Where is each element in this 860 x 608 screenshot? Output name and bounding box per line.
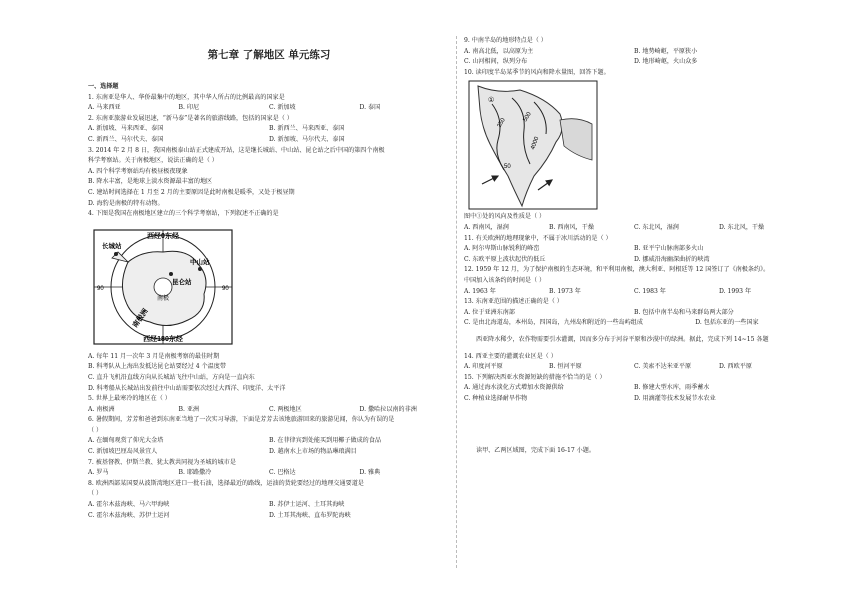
option: A. 阿尔卑斯山脉锐利的峰峦 xyxy=(464,245,540,253)
map-right-number: 90 xyxy=(222,285,229,292)
option: C. 新加坡巴厘岛风景宜人 xyxy=(88,448,158,456)
option: A. 通过海水淡化方式增加水资源供给 xyxy=(464,384,564,392)
option: C. 建站时间选择在 1 月至 2 月的主要原因是此时南极是暖季，又处于极昼期 xyxy=(88,188,295,196)
option: B. 科考队从上海出发抵达昆仑站要经过 4 个温度带 xyxy=(88,363,226,371)
question-15: 15. 下列解决西亚水资源短缺的措施不恰当的是（ ） xyxy=(464,373,606,381)
right-column xyxy=(464,36,804,457)
question-2-options-b xyxy=(88,135,450,146)
map-left-number: 90 xyxy=(97,285,104,292)
option: C. 巴格达 xyxy=(269,469,296,477)
option: A. 南高北低，以高原为主 xyxy=(464,47,534,55)
option: B. 1973 年 xyxy=(549,287,581,295)
option: D. 地形崎岖，火山众多 xyxy=(634,58,698,66)
question-13-options-b xyxy=(464,318,804,329)
question-6-cont: （ ） xyxy=(88,426,103,434)
option: D. 挪威沿海幽深曲折的峡湾 xyxy=(634,255,710,263)
question-12: 12. 1959 年 12 月，为了保护南极的生态环境，和平利用南极，澳大利亚、阿根廷等 12 国签订了《南极条约》。 xyxy=(464,266,770,274)
question-13: 13. 东南亚范围的描述正确的是（ ） xyxy=(464,298,563,306)
option: C. 是由北海道岛，本州岛，四国岛，九州岛和附近的一些岛屿组成 xyxy=(464,319,643,327)
option: A. 西南风，湿润 xyxy=(464,223,509,231)
option: C. 东北风，湿润 xyxy=(634,223,679,231)
option: A. 霍尔木兹海峡、马六甲海峡 xyxy=(88,501,170,509)
question-9: 9. 中南半岛的地形特点是（ ） xyxy=(464,37,547,44)
question-6-options-b xyxy=(88,447,450,458)
option: C. 山河相间，纵列分布 xyxy=(464,58,528,66)
continent-label: 南极洲 xyxy=(131,307,150,329)
antarctica-map xyxy=(88,220,450,352)
option: D. 1993 年 xyxy=(719,287,752,295)
kunlun-station-marker xyxy=(169,272,173,276)
option: C. 新加坡 xyxy=(269,104,296,112)
question-1-options xyxy=(88,103,450,114)
question-13-options-a xyxy=(464,308,804,319)
india-monsoon-figure xyxy=(464,78,804,212)
question-2: 2. 东南亚旅游业发展迅速，“新马泰”是著名的旅游线路，包括的国家是（ ） xyxy=(88,114,293,122)
south-pole-label: 南极 xyxy=(156,295,170,302)
question-1: 1. 东南亚是华人、华侨最集中的地区，其中华人所占的比例最高的国家是 xyxy=(88,93,285,101)
option: B. 修建大型水库，雨季蓄水 xyxy=(634,384,710,392)
option: B. 西南风，干燥 xyxy=(549,223,594,231)
option: B. 印尼 xyxy=(178,104,200,112)
question-9-options-b xyxy=(464,57,804,68)
page-title: 第七章 了解地区 单元练习 xyxy=(207,49,331,61)
section-heading: 一、选择题 xyxy=(88,83,119,90)
option: D. 用滴灌等技术发展节水农业 xyxy=(634,394,716,402)
option: D. 东北风，干燥 xyxy=(719,223,765,231)
reading-note-regions: 读甲、乙两区域图，完成下面 16-17 小题。 xyxy=(476,447,595,455)
option: A. 1963 年 xyxy=(464,287,496,295)
option: D. 泰国 xyxy=(359,104,381,112)
question-8-options-b xyxy=(88,511,450,522)
option: D. 雅典 xyxy=(359,469,381,477)
option: C. 两极地区 xyxy=(269,405,302,413)
option: D. 新加坡、马尔代夫、泰国 xyxy=(269,135,345,143)
spacer xyxy=(464,404,804,446)
question-15-options-a xyxy=(464,383,804,394)
option: C. 直升飞机沿直线方向从长城站飞往中山站，方向是一直向东 xyxy=(88,373,255,381)
option: D. 包括东亚的一些国家 xyxy=(695,319,759,327)
question-7: 7. 被基督教、伊斯兰教、犹太教共同视为圣城的城市是 xyxy=(88,458,236,466)
question-11: 11. 有关欧洲的地理现象中，不属于冰川活动的是（ ） xyxy=(464,234,612,242)
reading-note-west-asia: 西亚降水稀少，农作物需要引水灌溉，因而多分布于河谷平原和沙漠中的绿洲。据此，完成下列 14~15 各题 xyxy=(476,335,769,343)
option: B. 地势崎岖，平原狭小 xyxy=(634,47,698,55)
question-9-options-a xyxy=(464,47,804,58)
question-10-options xyxy=(464,223,804,234)
option: B. 在菲律宾到处能买到用椰子做成的食品 xyxy=(269,437,381,445)
question-5-options xyxy=(88,405,450,416)
question-3-cont: 科学考察站。关于南极地区，说法正确的是（ ） xyxy=(88,157,218,165)
option: D. 科考船从长城站出发前往中山站需要依次经过大西洋、印度洋、太平洋 xyxy=(88,384,286,392)
question-8-options-a xyxy=(88,500,450,511)
column-divider xyxy=(456,36,457,568)
option: B. 亚洲 xyxy=(178,405,200,413)
option: A. 位于亚洲东南部 xyxy=(464,308,515,316)
question-11-options-b xyxy=(464,255,804,266)
question-3: 3. 2014 年 2 月 8 日，我国南极泰山站正式建成开站，这是继长城站、中山站、昆仑站之后中国的第四个南极 xyxy=(88,146,385,154)
question-4: 4. 下图是我国在南极地区建立的三个科学考察站，下列叙述不正确的是 xyxy=(88,210,279,218)
india-monsoon-svg xyxy=(468,80,598,210)
question-5: 5. 世界上最寒冷的地区在（ ） xyxy=(88,395,171,403)
option: A. 四个科学考察站均有极昼极夜现象 xyxy=(88,167,188,175)
map-bottom-label: 西经180东经 xyxy=(143,335,183,343)
question-12-options xyxy=(464,287,804,298)
option: C. 霍尔木兹海峡、苏伊士运河 xyxy=(88,511,170,519)
question-10-sub: 图中①处的风向及性质是（ ） xyxy=(464,213,546,221)
option: D. 撒哈拉以南的非洲 xyxy=(359,405,417,413)
question-6-options-a xyxy=(88,436,450,447)
figure-label-marker: ① xyxy=(488,97,495,105)
zhongshan-station-label: 中山站 xyxy=(190,258,210,266)
isohyet-value: 50 xyxy=(504,164,511,171)
option: B. 包括中南半岛和马来群岛两大部分 xyxy=(634,308,734,316)
question-7-options xyxy=(88,468,450,479)
kunlun-station-label: 昆仑站 xyxy=(172,278,192,286)
option: B. 亚平宁山脉南部多火山 xyxy=(634,245,704,253)
isohyet-value: 500 xyxy=(522,111,533,124)
option: A. 马来西亚 xyxy=(88,104,121,112)
question-14: 14. 西亚主要的灌溉农业区是（ ） xyxy=(464,352,557,360)
question-14-options xyxy=(464,362,804,373)
option: B. 降水丰富，是地球上淡水资源最丰富的地区 xyxy=(88,178,213,186)
left-column xyxy=(88,36,450,521)
option: C. 新西兰、马尔代夫、泰国 xyxy=(88,135,164,143)
isohyet-value: 4000 xyxy=(530,136,541,152)
option: A. 印度河平原 xyxy=(464,363,503,371)
question-10: 10. 读印度半岛某季节的风向和降水量图，回答下题。 xyxy=(464,68,610,76)
question-15-options-b xyxy=(464,394,804,405)
question-8: 8. 欧洲西部某国要从波斯湾地区进口一批石油，选择最近的路线，运油的货轮要经过的地理交通要道是 xyxy=(88,479,364,487)
question-2-options-a xyxy=(88,124,450,135)
option: A. 新加坡、马来西亚、泰国 xyxy=(88,125,164,133)
great-wall-station-label: 长城站 xyxy=(102,242,122,250)
question-12-cont: 中国加入该条约的时间是（ ） xyxy=(464,276,546,284)
great-wall-station-marker xyxy=(114,252,118,256)
option: C. 东欧平原上波状起伏的低丘 xyxy=(464,255,546,263)
zhongshan-station-marker xyxy=(198,267,202,271)
option: A. 罗马 xyxy=(88,469,109,477)
option: D. 越南水上市场的物品琳琅满目 xyxy=(269,448,357,456)
map-top-label: 西经0东经 xyxy=(147,232,179,240)
option: B. 耶路撒冷 xyxy=(178,469,212,477)
question-6: 6. 暑假期间，芳芳和爸爸到东南亚当地了一次实习导游，下面是芳芳去该地旅游回来的旅游见闻，你认为有误的是 xyxy=(88,416,395,424)
option: B. 苏伊士运河、土耳其海峡 xyxy=(269,501,345,509)
question-11-options-a xyxy=(464,244,804,255)
option: D. 土耳其海峡、直布罗陀海峡 xyxy=(269,511,351,519)
option: B. 恒河平原 xyxy=(549,363,582,371)
option: D. 西欧平原 xyxy=(719,363,752,371)
option: D. 海豹是南极的特有动物。 xyxy=(88,199,164,207)
isohyet-value: 250 xyxy=(496,117,507,130)
option: C. 1983 年 xyxy=(634,287,666,295)
antarctica-map-svg xyxy=(88,222,238,352)
south-pole-circle xyxy=(154,278,172,296)
option: C. 美索不达米亚平原 xyxy=(634,363,692,371)
option: C. 种植业选择耐旱作物 xyxy=(464,394,528,402)
option: B. 新西兰、马来西亚、泰国 xyxy=(269,125,345,133)
option: A. 每年 11 月一次年 3 月是南极考察的最佳时期 xyxy=(88,352,220,360)
option: A. 在缅甸观赏了仰光大金塔 xyxy=(88,437,164,445)
question-8-cont: （ ） xyxy=(88,490,103,498)
option: A. 南极洲 xyxy=(88,405,115,413)
